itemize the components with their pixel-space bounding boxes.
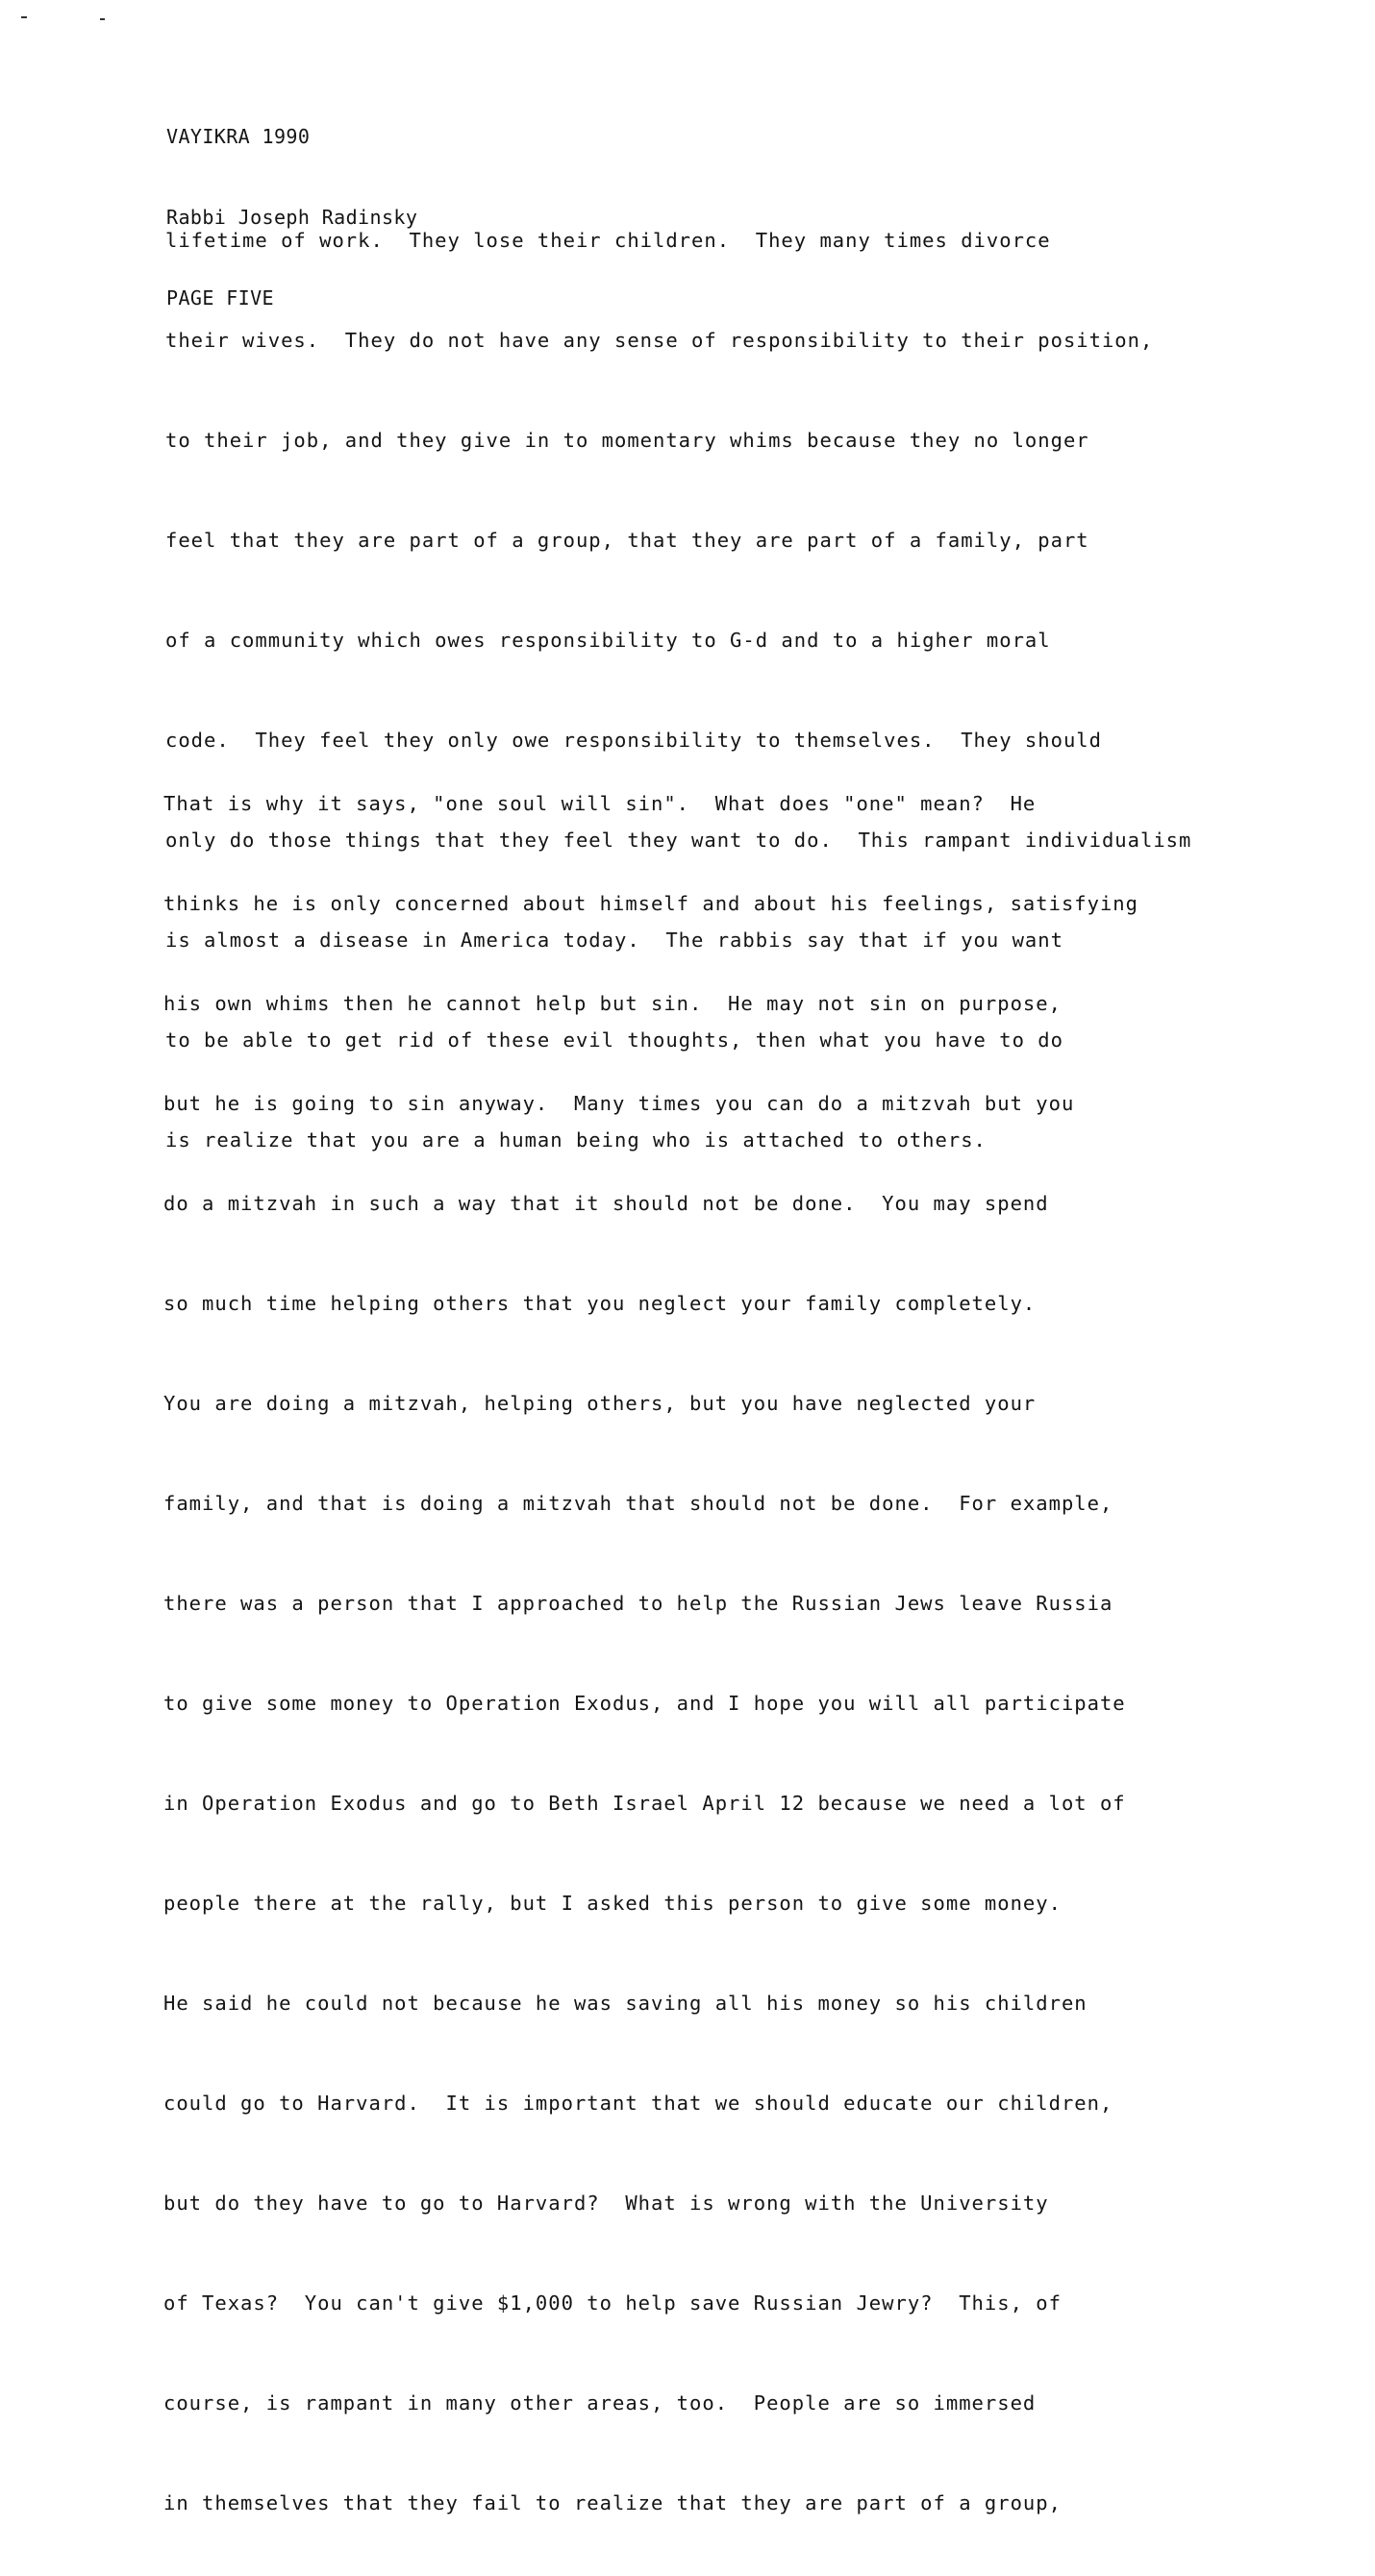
text-line: You are doing a mitzvah, helping others, but you have neglected your (163, 1392, 1037, 1415)
text-line: could go to Harvard. It is important that we should educate our children, (163, 2092, 1113, 2115)
text-line: to be able to get rid of these evil thoughts, then what you have to do (165, 1028, 1063, 1052)
text-line: of Texas? You can't give $1,000 to help save Russian Jewry? This, of (163, 2291, 1062, 2315)
text-line: to give some money to Operation Exodus, and I hope you will all participate (163, 1692, 1126, 1715)
text-line: do a mitzvah in such a way that it should not be done. You may spend (163, 1192, 1049, 1215)
text-line: That is why it says, "one soul will sin". What does "one" mean? He (163, 792, 1037, 815)
header-title: VAYIKRA 1990 (166, 125, 311, 148)
text-line: to their job, and they give in to momentary whims because they no longer (165, 429, 1089, 452)
text-line: lifetime of work. They lose their children. They many times divorce (165, 229, 1051, 252)
text-line: family, and that is doing a mitzvah that should not be done. For example, (163, 1492, 1113, 1515)
text-line: people there at the rally, but I asked this person to give some money. (163, 1892, 1062, 1915)
text-line: his own whims then he cannot help but sin. He may not sin on purpose, (163, 992, 1062, 1015)
text-line: code. They feel they only owe responsibility to themselves. They should (165, 729, 1102, 752)
text-line: is realize that you are a human being who is attached to others. (165, 1128, 987, 1152)
text-line: their wives. They do not have any sense of responsibility to their position, (165, 329, 1154, 352)
text-line: feel that they are part of a group, that they are part of a family, part (165, 529, 1089, 552)
header-page-number: PAGE FIVE (166, 286, 274, 310)
header-author: Rabbi Joseph Radinsky (166, 206, 418, 229)
text-line: there was a person that I approached to help the Russian Jews leave Russia (163, 1592, 1113, 1615)
text-line: thinks he is only concerned about himself and about his feelings, satisfying (163, 892, 1138, 915)
text-line: only do those things that they feel they want to do. This rampant individualism (165, 829, 1192, 852)
text-line: in Operation Exodus and go to Beth Israel April 12 because we need a lot of (163, 1792, 1126, 1815)
text-line: course, is rampant in many other areas, too. People are so immersed (163, 2391, 1037, 2415)
text-line: is almost a disease in America today. The rabbis say that if you want (165, 929, 1063, 952)
text-line: in themselves that they fail to realize that they are part of a group, (163, 2491, 1062, 2514)
scan-mark (100, 18, 105, 20)
text-line: He said he could not because he was saving all his money so his children (163, 1992, 1088, 2015)
scan-mark (21, 16, 27, 18)
text-line: so much time helping others that you neglect your family completely. (163, 1292, 1037, 1315)
text-line: but he is going to sin anyway. Many times you can do a mitzvah but you (163, 1092, 1075, 1115)
text-line: of a community which owes responsibility to G-d and to a higher moral (165, 629, 1051, 652)
paragraph-2 (163, 731, 1138, 2576)
text-line: but do they have to go to Harvard? What is wrong with the University (163, 2192, 1049, 2215)
